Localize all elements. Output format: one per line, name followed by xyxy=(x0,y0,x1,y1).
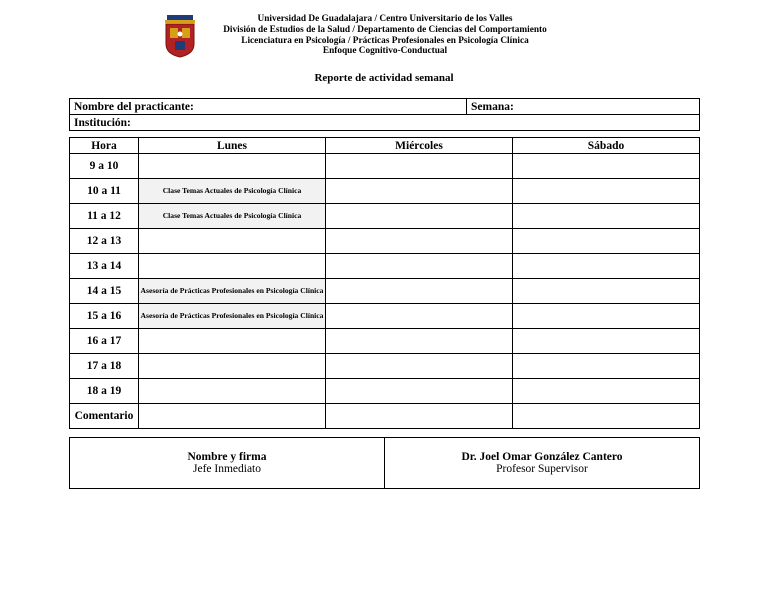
hora-cell: 11 a 12 xyxy=(70,204,139,229)
schedule-row xyxy=(70,154,700,179)
hora-cell: 15 a 16 xyxy=(70,304,139,329)
sabado-cell[interactable] xyxy=(513,229,700,254)
hora-cell: 14 a 15 xyxy=(70,279,139,304)
schedule-row xyxy=(70,179,700,204)
hora-cell: 16 a 17 xyxy=(70,329,139,354)
schedule-table xyxy=(69,137,700,429)
hora-cell: 12 a 13 xyxy=(70,229,139,254)
practicante-label: Nombre del practicante: xyxy=(74,100,194,113)
info-table xyxy=(69,98,700,131)
hora-cell: 9 a 10 xyxy=(70,154,139,179)
lunes-cell[interactable] xyxy=(139,354,326,379)
lunes-cell[interactable]: Asesoría de Prácticas Profesionales en Psicología Clínica xyxy=(139,279,326,304)
university-crest-icon xyxy=(163,14,197,58)
signature-table xyxy=(69,437,700,489)
lunes-cell[interactable] xyxy=(139,404,326,429)
signature-left[interactable] xyxy=(70,438,385,489)
sabado-cell[interactable] xyxy=(513,404,700,429)
sabado-cell[interactable] xyxy=(513,304,700,329)
sabado-cell[interactable] xyxy=(513,204,700,229)
semana-field[interactable] xyxy=(467,99,700,115)
miercoles-cell[interactable] xyxy=(326,179,513,204)
sabado-cell[interactable] xyxy=(513,354,700,379)
sabado-cell[interactable] xyxy=(513,379,700,404)
schedule-row xyxy=(70,329,700,354)
header-line-4: Enfoque Cognitivo-Conductual xyxy=(322,46,448,57)
sabado-cell[interactable] xyxy=(513,179,700,204)
schedule-row xyxy=(70,404,700,429)
header-line-3: Licenciatura en Psicología / Prácticas Profesionales en Psicología Clínica xyxy=(241,35,529,46)
miercoles-cell[interactable] xyxy=(326,379,513,404)
header-line-1: Universidad De Guadalajara / Centro Universitario de los Valles xyxy=(257,14,513,24)
header-miercoles: Miércoles xyxy=(326,138,513,154)
schedule-row xyxy=(70,379,700,404)
hora-cell: Comentario xyxy=(70,404,139,429)
lunes-cell[interactable]: Clase Temas Actuales de Psicología Clínica xyxy=(139,179,326,204)
lunes-cell[interactable] xyxy=(139,254,326,279)
lunes-cell[interactable] xyxy=(139,329,326,354)
miercoles-cell[interactable] xyxy=(326,204,513,229)
signature-left-role: Jefe Inmediato xyxy=(192,463,261,475)
report-title: Reporte de actividad semanal xyxy=(314,72,454,84)
miercoles-cell[interactable] xyxy=(326,329,513,354)
miercoles-cell[interactable] xyxy=(326,404,513,429)
lunes-cell[interactable]: Asesoría de Prácticas Profesionales en Psicología Clínica xyxy=(139,304,326,329)
miercoles-cell[interactable] xyxy=(326,304,513,329)
miercoles-cell[interactable] xyxy=(326,229,513,254)
schedule-row xyxy=(70,304,700,329)
lunes-cell[interactable] xyxy=(139,154,326,179)
institucion-field[interactable] xyxy=(70,115,700,131)
miercoles-cell[interactable] xyxy=(326,279,513,304)
signature-left-title: Nombre y firma xyxy=(187,451,267,463)
schedule-row xyxy=(70,204,700,229)
institucion-label: Institución: xyxy=(74,116,131,129)
signature-right[interactable] xyxy=(385,438,700,489)
schedule-row xyxy=(70,254,700,279)
lunes-cell[interactable] xyxy=(139,229,326,254)
miercoles-cell[interactable] xyxy=(326,254,513,279)
schedule-row xyxy=(70,279,700,304)
hora-cell: 10 a 11 xyxy=(70,179,139,204)
semana-label: Semana: xyxy=(471,100,514,113)
header-line-2: División de Estudios de la Salud / Departamento de Ciencias del Comportamiento xyxy=(223,24,547,35)
header-lunes: Lunes xyxy=(139,138,326,154)
hora-cell: 13 a 14 xyxy=(70,254,139,279)
lunes-cell[interactable]: Clase Temas Actuales de Psicología Clínica xyxy=(139,204,326,229)
schedule-row xyxy=(70,354,700,379)
sabado-cell[interactable] xyxy=(513,279,700,304)
sabado-cell[interactable] xyxy=(513,154,700,179)
miercoles-cell[interactable] xyxy=(326,154,513,179)
header-sabado: Sábado xyxy=(513,138,700,154)
sabado-cell[interactable] xyxy=(513,329,700,354)
practicante-field[interactable] xyxy=(70,99,467,115)
sabado-cell[interactable] xyxy=(513,254,700,279)
institution-header xyxy=(200,14,570,57)
miercoles-cell[interactable] xyxy=(326,354,513,379)
signature-right-title: Dr. Joel Omar González Cantero xyxy=(461,451,623,463)
hora-cell: 18 a 19 xyxy=(70,379,139,404)
schedule-row xyxy=(70,229,700,254)
header-hora: Hora xyxy=(70,138,139,154)
signature-right-role: Profesor Supervisor xyxy=(496,463,588,475)
hora-cell: 17 a 18 xyxy=(70,354,139,379)
lunes-cell[interactable] xyxy=(139,379,326,404)
